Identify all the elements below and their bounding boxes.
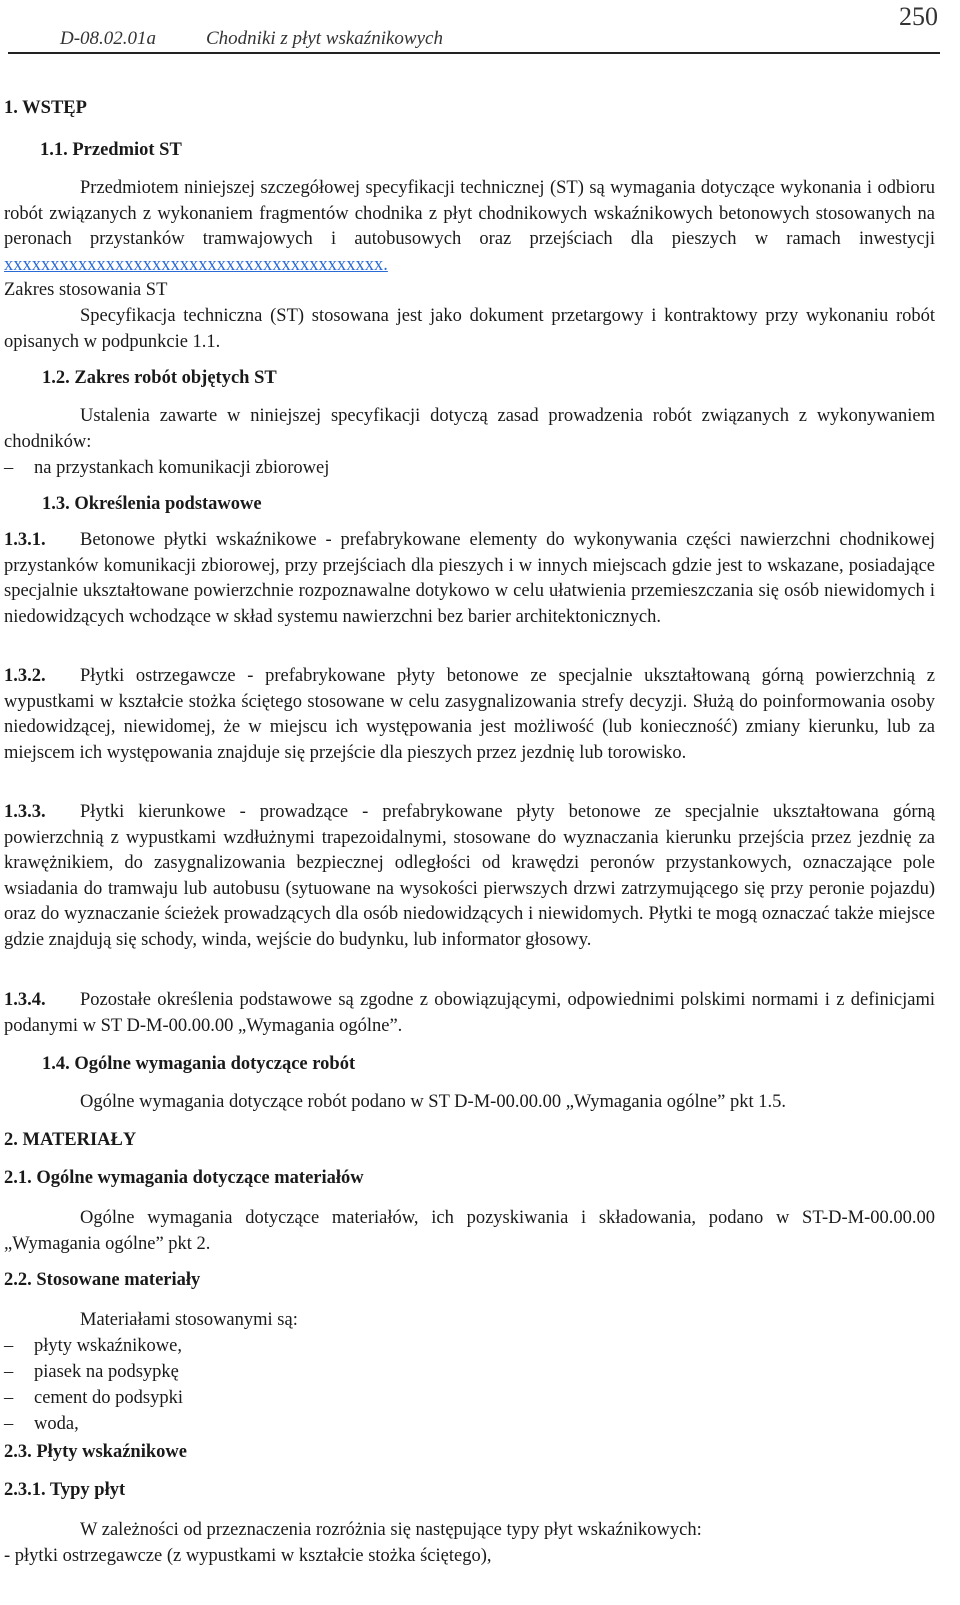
page-header [8, 0, 940, 54]
section-2-1-heading: 2.1. Ogólne wymagania dotyczące materiałów [4, 1168, 364, 1188]
dash-bullet: – [4, 1362, 14, 1382]
definition-number: 1.3.2. [4, 666, 46, 686]
investment-placeholder-link[interactable]: xxxxxxxxxxxxxxxxxxxxxxxxxxxxxxxxxxxxxxxxx. [4, 254, 388, 275]
list-item: - płytki ostrzegawcze (z wypustkami w kształcie stożka ściętego), [4, 1546, 492, 1566]
definition-text: Betonowe płytki wskaźnikowe - prefabrykowane elementy do wykonywania części nawierzchni chodnikowej przystanków komunikacji zbiorowej, przy przejściach dla pieszych i w innych miejscach gdzie jest to wskazane, posiadające specjalnie ukształtowane powierzchnie rozpoznawalne dotykowo w celu ułatwienia przemieszczania się osób niewidomych i niedowidzących wchodzące w skład systemu nawierzchni bez barier architektonicznych. [4, 530, 935, 627]
list-item-text: piasek na podsypkę [34, 1362, 179, 1382]
section-1-heading: 1. WSTĘP [4, 98, 87, 118]
definition-text: Płytki kierunkowe - prowadzące - prefabrykowane płyty betonowe ze specjalnie ukształtowana górną powierzchnią z wypustkami wzdłużnymi trapezoidalnymi, stosowane do wyznaczania kierunku przejścia przez jezdnię za krawężnikiem, do zasygnalizowania bezpiecznej odległości od krawędzi peronów przystankowych, oznaczające pole wsiadania do tramwaju lub autobusu (sytuowane na wysokości pierwszych drzwi zatrzymującego się przy peronie pojazdu) oraz do wyznaczanie ścieżek prowadzących dla osób niedowidzących i niewidomych. Płytki te mogą oznaczać także miejsce gdzie znajdują się schody, winda, wejście do budynku, lub informator głosowy. [4, 802, 935, 950]
scope-paragraph: Specyfikacja techniczna (ST) stosowana jest jako dokument przetargowy i kontraktowy przy wykonaniu robót opisanych w podpunkcie 1.1. [4, 306, 935, 352]
definition-text: Płytki ostrzegawcze - prefabrykowane płyty betonowe ze specjalnie ukształtowaną górną powierzchnią z wypustkami w kształcie stożka ściętego stosowane w celu zasygnalizowania strefy decyzji. Służą do poinformowania osoby niedowidzącej, niewidomej, że w miejscu ich występowania jest możliwość (lub konieczność) zmiany kierunku, lub za miejscem ich występowania znajduje się przejście dla pieszych przez jezdnię lub torowisko. [4, 666, 935, 763]
list-item [4, 1386, 183, 1412]
list-item-text: cement do podsypki [34, 1388, 184, 1408]
section-1-4-heading: 1.4. Ogólne wymagania dotyczące robót [42, 1054, 356, 1074]
section-2-3-heading: 2.3. Płyty wskaźnikowe [4, 1442, 187, 1462]
subject-text: Przedmiotem niniejszej szczegółowej specyfikacji technicznej (ST) są wymagania dotyczące wykonania i odbioru robót związanych z wykonaniem fragmentów chodnika z płyt chodnikowych wskaźnikowych betonowych stosowanych na peronach przystanków tramwajowych i autobusowych oraz przejściach dla pieszych w ramach inwestycji [4, 178, 935, 249]
list-item [4, 1412, 79, 1438]
definition-1-3-2 [4, 664, 935, 766]
document-code: D-08.02.01a [60, 28, 157, 49]
dash-bullet: – [4, 458, 14, 478]
section-1-4-paragraph: Ogólne wymagania dotyczące robót podano w ST D-M-00.00.00 „Wymagania ogólne” pkt 1.5. [80, 1092, 786, 1112]
definition-number: 1.3.4. [4, 990, 46, 1010]
section-2-heading: 2. MATERIAŁY [4, 1130, 137, 1150]
definition-1-3-1 [4, 528, 935, 630]
dash-bullet: – [4, 1388, 14, 1408]
dash-bullet: – [4, 1414, 14, 1434]
definition-number: 1.3.3. [4, 802, 46, 822]
page-number: 250 [899, 2, 938, 31]
section-2-2-heading: 2.2. Stosowane materiały [4, 1270, 201, 1290]
scope-title: Zakres stosowania ST [4, 280, 168, 300]
section-1-2-paragraph: Ustalenia zawarte w niniejszej specyfikacji dotyczą zasad prowadzenia robót związanych z wykonywaniem chodników: [4, 406, 935, 452]
document-title: Chodniki z płyt wskaźnikowych [206, 28, 443, 49]
list-item [4, 1334, 182, 1360]
dash-bullet: – [4, 1336, 14, 1356]
definition-text: Pozostałe określenia podstawowe są zgodne z obowiązującymi, odpowiednimi polskimi normami i z definicjami podanymi w ST D-M-00.00.00 „Wymagania ogólne”. [4, 990, 935, 1036]
definition-1-3-4 [4, 988, 935, 1039]
definition-number: 1.3.1. [4, 530, 46, 550]
section-1-3-heading: 1.3. Określenia podstawowe [42, 494, 262, 514]
list-item-text: woda, [34, 1414, 79, 1434]
list-item-text: płyty wskaźnikowe, [34, 1336, 182, 1356]
section-1-2-heading: 1.2. Zakres robót objętych ST [42, 368, 277, 388]
section-1-1-heading: 1.1. Przedmiot ST [40, 140, 182, 160]
section-2-3-1-heading: 2.3.1. Typy płyt [4, 1480, 126, 1500]
section-1-1-paragraph [4, 176, 935, 278]
list-item [4, 1360, 179, 1386]
section-2-3-1-paragraph: W zależności od przeznaczenia rozróżnia się następujące typy płyt wskaźnikowych: [80, 1520, 702, 1540]
list-item-text: na przystankach komunikacji zbiorowej [34, 458, 330, 478]
list-item [4, 456, 329, 482]
section-2-1-paragraph: Ogólne wymagania dotyczące materiałów, ich pozyskiwania i składowania, podano w ST-D-M-00.00.00 „Wymagania ogólne” pkt 2. [4, 1208, 935, 1254]
definition-1-3-3 [4, 800, 935, 953]
materials-intro: Materiałami stosowanymi są: [80, 1310, 298, 1330]
